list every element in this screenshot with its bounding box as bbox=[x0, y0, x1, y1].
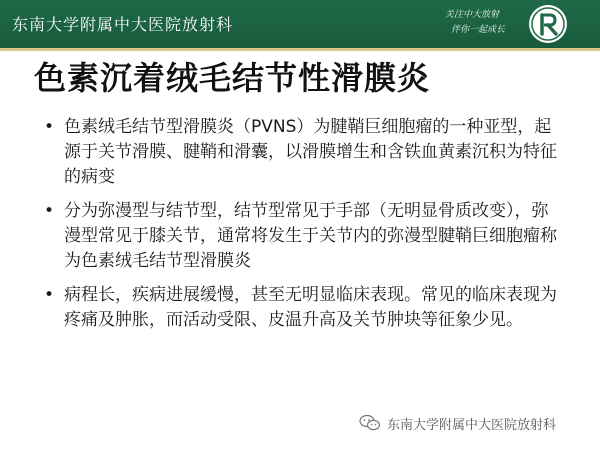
bullet-text: 病程长，疾病进展缓慢，甚至无明显临床表现。常见的临床表现为疼痛及肿胀，而活动受限、皮温升高及关节肿块等征象少见。 bbox=[64, 285, 557, 330]
bullet-dot-icon: • bbox=[44, 285, 55, 305]
watermark-text: 东南大学附属中大医院放射科 bbox=[387, 417, 557, 433]
bullet-item bbox=[44, 115, 564, 190]
bullet-item bbox=[44, 199, 564, 274]
bullet-text: 分为弥漫型与结节型，结节型常见于手部（无明显骨质改变），弥漫型常见于膝关节，通常将发生于关节内的弥漫型腱鞘巨细胞瘤称为色素绒毛结节型滑膜炎 bbox=[64, 201, 557, 271]
bullet-item bbox=[44, 283, 564, 333]
slogan-line-2: 伴你一起成长 bbox=[451, 25, 506, 35]
bullet-dot-icon: • bbox=[44, 201, 55, 221]
hospital-logo-icon bbox=[528, 4, 568, 44]
header-divider bbox=[0, 48, 600, 51]
watermark bbox=[359, 412, 556, 434]
bullet-text: 色素绒毛结节型滑膜炎（PVNS）为腱鞘巨细胞瘤的一种亚型，起源于关节滑膜、腱鞘和滑囊，以滑膜增生和含铁血黄素沉积为特征的病变 bbox=[64, 117, 557, 187]
bullet-list bbox=[44, 115, 564, 342]
slogan bbox=[445, 8, 517, 38]
org-name: 东南大学附属中大医院放射科 bbox=[12, 15, 234, 34]
slide-title: 色素沉着绒毛结节性滑膜炎 bbox=[34, 59, 431, 97]
header-banner bbox=[0, 0, 600, 48]
wechat-icon bbox=[359, 414, 381, 432]
slogan-line-1: 关注中大放射 bbox=[445, 10, 500, 20]
bullet-dot-icon: • bbox=[44, 117, 55, 137]
